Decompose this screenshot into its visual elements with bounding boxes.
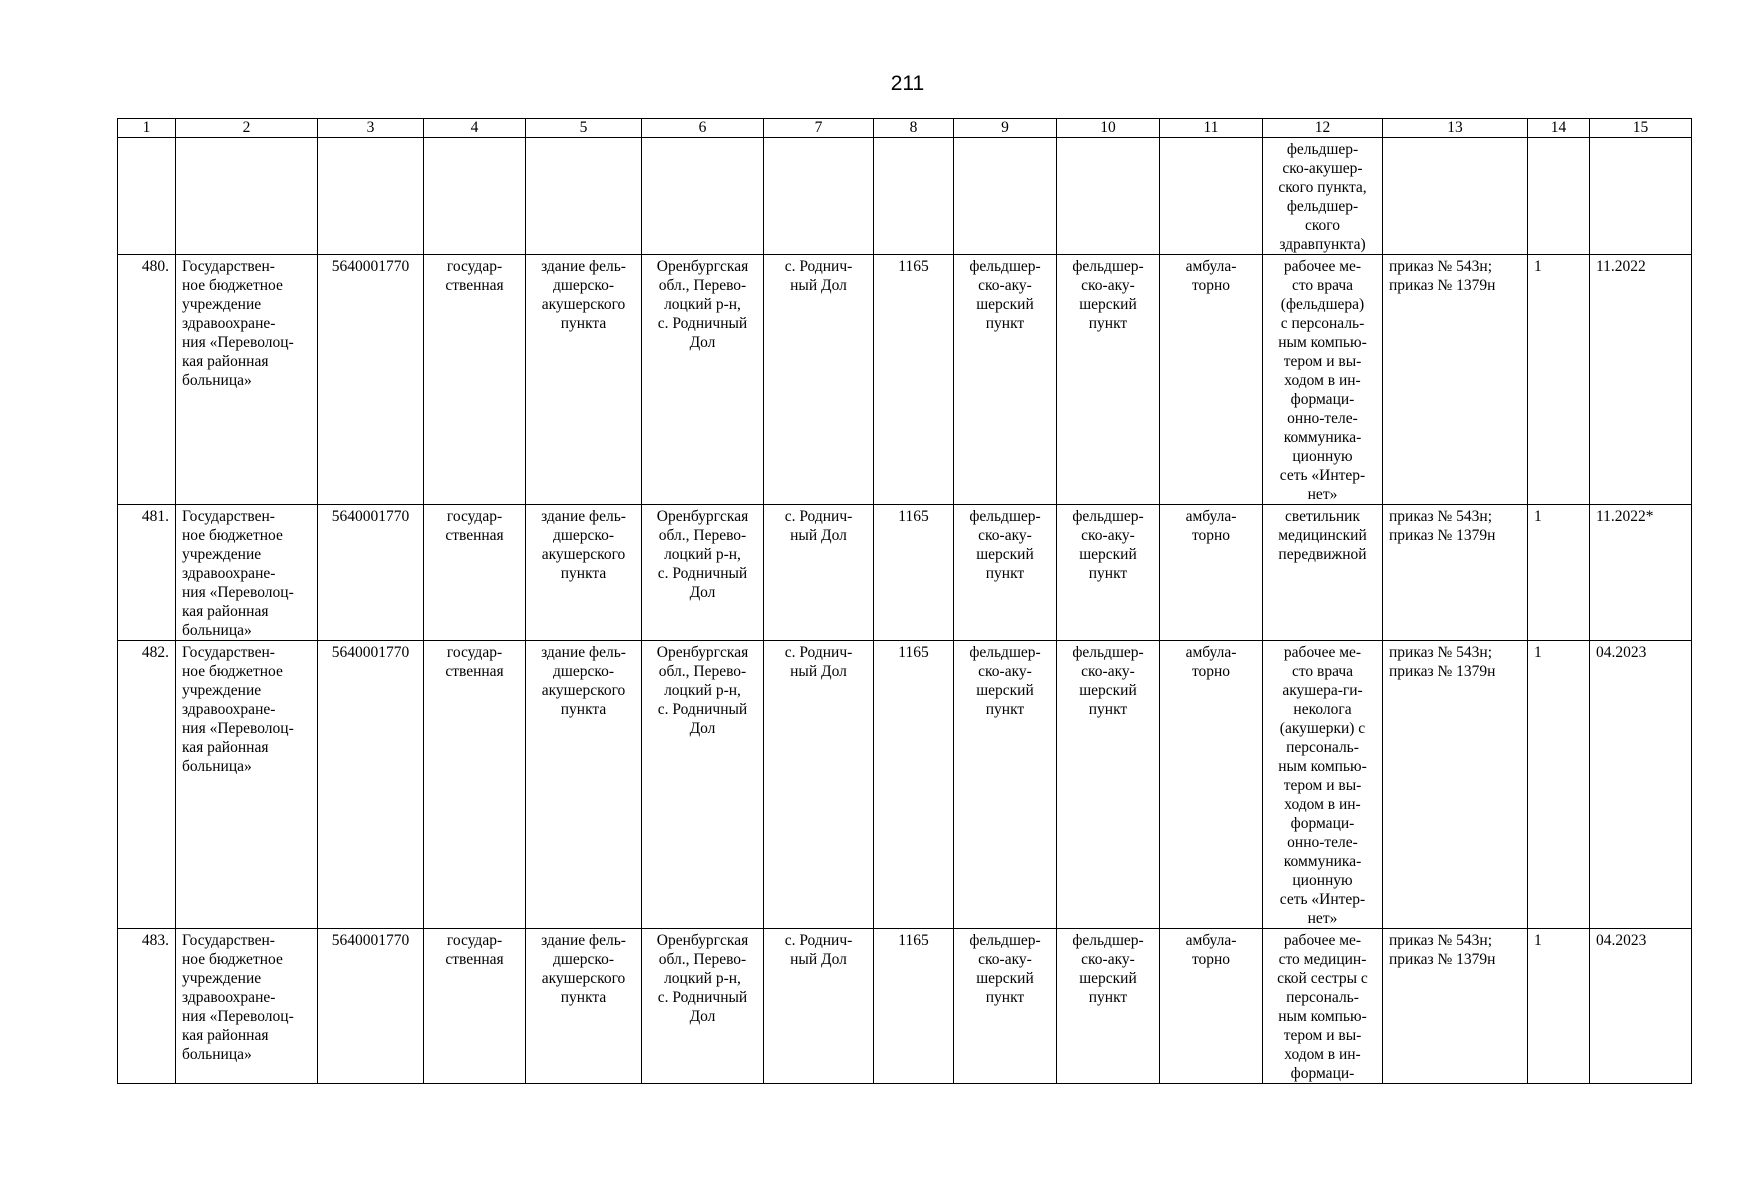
unit-type-cell: фельдшер- ско-аку- шерский пункт [954,641,1057,929]
address-cell: Оренбургская обл., Перево- лоцкий р-н, с. Родничный Дол [642,255,764,505]
inn-cell: 5640001770 [318,255,424,505]
organization-cell: Государствен- ное бюджетное учреждение здравоохране- ния «Переволоц- кая районная больница» [176,929,318,1084]
inn-cell: 5640001770 [318,929,424,1084]
ownership-cell: государ- ственная [424,505,526,641]
unit-type-cell: фельдшер- ско-аку- шерский пункт [954,929,1057,1084]
column-number: 10 [1057,119,1160,138]
registry-table [117,118,1692,1084]
quantity-cell: 1 [1528,929,1590,1084]
care-form-cell: амбула- торно [1160,641,1263,929]
column-number: 13 [1383,119,1528,138]
locality-cell: с. Роднич- ный Дол [764,929,874,1084]
organization-cell: Государствен- ное бюджетное учреждение здравоохране- ния «Переволоц- кая районная больница» [176,505,318,641]
column-number: 14 [1528,119,1590,138]
column-number: 4 [424,119,526,138]
unit-name-cell: фельдшер- ско-аку- шерский пункт [1057,505,1160,641]
quantity-cell: 1 [1528,641,1590,929]
ownership-cell: государ- ственная [424,641,526,929]
column-number: 15 [1590,119,1692,138]
care-form-cell: амбула- торно [1160,929,1263,1084]
page-number: 211 [890,72,925,95]
quantity-cell: 1 [1528,255,1590,505]
unit-name-cell: фельдшер- ско-аку- шерский пункт [1057,255,1160,505]
building-cell: здание фель- дшерско- акушерского пункта [526,641,642,929]
organization-cell: Государствен- ное бюджетное учреждение здравоохране- ния «Переволоц- кая районная больница» [176,255,318,505]
care-form-cell: амбула- торно [1160,505,1263,641]
table-row [118,641,1692,929]
unit-name-cell: фельдшер- ско-аку- шерский пункт [1057,929,1160,1084]
equipment-cell: рабочее ме- сто медицин- ской сестры с персональ- ным компью- тером и вы- ходом в ин- формаци- [1263,929,1383,1084]
address-cell: Оренбургская обл., Перево- лоцкий р-н, с. Родничный Дол [642,505,764,641]
table-row [118,505,1692,641]
address-cell: Оренбургская обл., Перево- лоцкий р-н, с. Родничный Дол [642,641,764,929]
date-cell: 11.2022* [1590,505,1692,641]
column-number-row [118,119,1692,138]
address-cell: Оренбургская обл., Перево- лоцкий р-н, с. Родничный Дол [642,929,764,1084]
row-number: 483. [118,929,176,1084]
unit-type-cell: фельдшер- ско-аку- шерский пункт [954,505,1057,641]
building-cell: здание фель- дшерско- акушерского пункта [526,929,642,1084]
code-cell: 1165 [874,929,954,1084]
column-number: 7 [764,119,874,138]
organization-cell: Государствен- ное бюджетное учреждение здравоохране- ния «Переволоц- кая районная больница» [176,641,318,929]
date-cell: 04.2023 [1590,641,1692,929]
column-number: 12 [1263,119,1383,138]
column-number: 9 [954,119,1057,138]
row-number: 480. [118,255,176,505]
date-cell: 04.2023 [1590,929,1692,1084]
column-number: 8 [874,119,954,138]
column-number: 11 [1160,119,1263,138]
equipment-cell: светильник медицинский передвижной [1263,505,1383,641]
orders-cell: приказ № 543н; приказ № 1379н [1383,641,1528,929]
continuation-row [118,138,1692,255]
unit-name-cell: фельдшер- ско-аку- шерский пункт [1057,641,1160,929]
inn-cell: 5640001770 [318,641,424,929]
locality-cell: с. Роднич- ный Дол [764,641,874,929]
orders-cell: приказ № 543н; приказ № 1379н [1383,929,1528,1084]
column-number: 2 [176,119,318,138]
building-cell: здание фель- дшерско- акушерского пункта [526,255,642,505]
locality-cell: с. Роднич- ный Дол [764,505,874,641]
quantity-cell: 1 [1528,505,1590,641]
building-cell: здание фель- дшерско- акушерского пункта [526,505,642,641]
unit-type-cell: фельдшер- ско-аку- шерский пункт [954,255,1057,505]
column-number: 5 [526,119,642,138]
table-row [118,255,1692,505]
care-form-cell: амбула- торно [1160,255,1263,505]
orders-cell: приказ № 543н; приказ № 1379н [1383,505,1528,641]
locality-cell: с. Роднич- ный Дол [764,255,874,505]
column-number: 6 [642,119,764,138]
code-cell: 1165 [874,641,954,929]
table-row [118,929,1692,1084]
code-cell: 1165 [874,255,954,505]
inn-cell: 5640001770 [318,505,424,641]
ownership-cell: государ- ственная [424,929,526,1084]
ownership-cell: государ- ственная [424,255,526,505]
orders-cell: приказ № 543н; приказ № 1379н [1383,255,1528,505]
row-number: 482. [118,641,176,929]
date-cell: 11.2022 [1590,255,1692,505]
equipment-cell: рабочее ме- сто врача акушера-ги- неколога (акушерки) с персональ- ным компью- тером и вы- ходом в ин- формаци- онно-теле- коммуника- ционную сеть «Интер- нет» [1263,641,1383,929]
equipment-cell: фельдшер- ско-акушер- ского пункта, фельдшер- ского здравпункта) [1263,138,1383,255]
equipment-cell: рабочее ме- сто врача (фельдшера) с персональ- ным компью- тером и вы- ходом в ин- формаци- онно-теле- коммуника- ционную сеть «Интер- нет» [1263,255,1383,505]
row-number: 481. [118,505,176,641]
column-number: 1 [118,119,176,138]
column-number: 3 [318,119,424,138]
code-cell: 1165 [874,505,954,641]
